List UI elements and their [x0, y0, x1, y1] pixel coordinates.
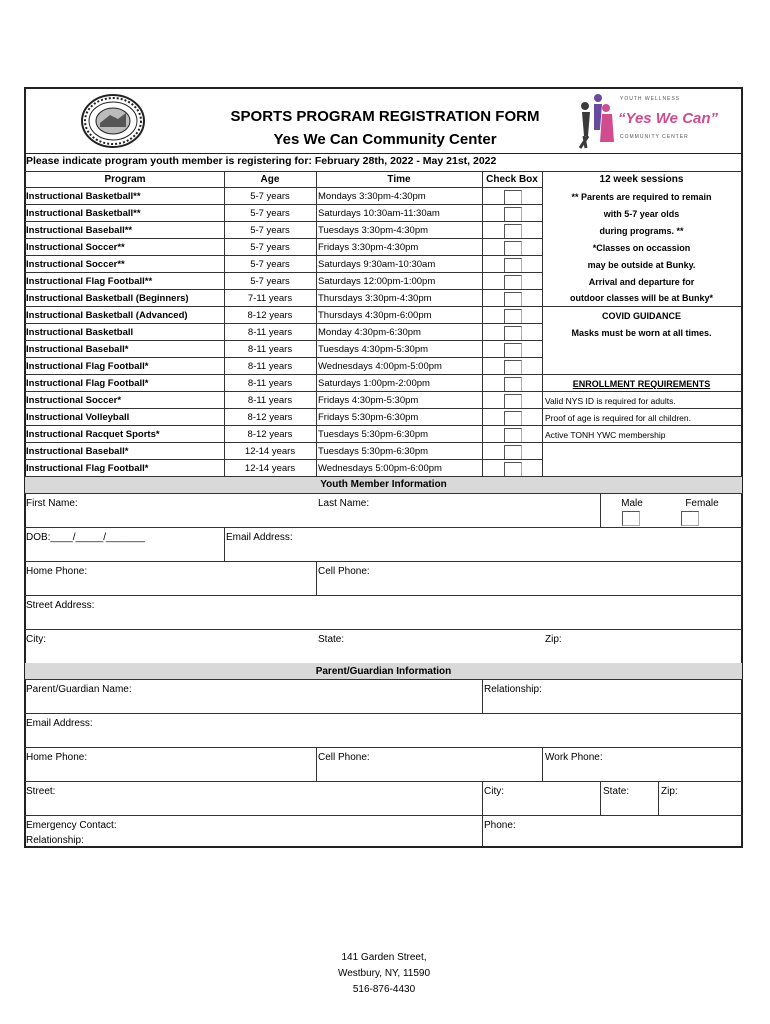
program-cell: Instructional Baseball**	[26, 225, 133, 236]
age-cell: 12-14 years	[244, 446, 296, 457]
gender-female-label: Female	[685, 498, 719, 509]
time-cell: Wednesdays 5:00pm-6:00pm	[318, 463, 442, 474]
age-cell: 8-12 years	[247, 412, 293, 423]
form-subtitle: Yes We Can Community Center	[273, 131, 497, 148]
age-cell: 8-12 years	[247, 310, 293, 321]
program-cell: Instructional Flag Football*	[26, 378, 149, 389]
program-checkbox[interactable]	[504, 207, 522, 222]
footer-address-2: Westbury, NY, 11590	[337, 968, 431, 979]
age-cell: 5-7 years	[250, 208, 290, 219]
program-cell: Instructional Basketball (Beginners)	[26, 293, 189, 304]
col-header-program: Program	[104, 174, 146, 185]
age-cell: 5-7 years	[250, 225, 290, 236]
time-cell: Saturdays 10:30am-11:30am	[318, 208, 440, 219]
logo-small-top: YOUTH WELLNESS	[620, 96, 681, 102]
age-cell: 12-14 years	[244, 463, 296, 474]
age-cell: 8-12 years	[247, 429, 293, 440]
program-checkbox[interactable]	[504, 377, 522, 392]
program-cell: Instructional Flag Football*	[26, 463, 149, 474]
program-checkbox[interactable]	[504, 462, 522, 477]
guardian-section-title: Parent/Guardian Information	[315, 666, 452, 677]
program-checkbox[interactable]	[504, 445, 522, 460]
guardian-work-phone-label: Work Phone:	[545, 752, 603, 763]
program-checkbox[interactable]	[504, 275, 522, 290]
emergency-relationship-label: Relationship:	[26, 835, 84, 846]
logo-small-bottom: COMMUNITY CENTER	[620, 134, 689, 140]
gender-male-checkbox[interactable]	[622, 511, 640, 526]
col-header-time: Time	[387, 174, 411, 185]
col-header-age: Age	[260, 174, 280, 185]
program-checkbox[interactable]	[504, 326, 522, 341]
yes-we-can-logo	[570, 92, 730, 150]
side-note-6: Arrival and departure for	[588, 277, 695, 287]
side-note-1: ** Parents are required to remain	[571, 192, 712, 202]
footer-address-1: 141 Garden Street,	[341, 952, 427, 963]
side-note-4: *Classes on occassion	[592, 243, 691, 253]
youth-cell-phone-label: Cell Phone:	[318, 566, 370, 577]
time-cell: Mondays 3:30pm-4:30pm	[318, 191, 426, 202]
age-cell: 7-11 years	[247, 293, 293, 304]
emergency-contact-label: Emergency Contact:	[26, 820, 117, 831]
program-checkbox[interactable]	[504, 360, 522, 375]
time-cell: Tuesdays 5:30pm-6:30pm	[318, 429, 429, 440]
age-cell: 8-11 years	[247, 378, 293, 389]
youth-zip-label: Zip:	[545, 634, 562, 645]
program-cell: Instructional Volleyball	[26, 412, 130, 423]
time-cell: Saturdays 1:00pm-2:00pm	[318, 378, 430, 389]
age-cell: 5-7 years	[250, 191, 290, 202]
time-cell: Fridays 4:30pm-5:30pm	[318, 395, 419, 406]
time-cell: Fridays 3:30pm-4:30pm	[318, 242, 419, 253]
youth-section-title: Youth Member Information	[320, 479, 447, 490]
time-cell: Thursdays 4:30pm-6:00pm	[318, 310, 432, 321]
enrollment-req-3: Active TONH YWC membership	[545, 430, 666, 440]
age-cell: 8-11 years	[247, 395, 293, 406]
program-checkbox[interactable]	[504, 394, 522, 409]
time-cell: Saturdays 12:00pm-1:00pm	[318, 276, 436, 287]
age-cell: 5-7 years	[250, 259, 290, 270]
youth-home-phone-label: Home Phone:	[26, 566, 88, 577]
side-note-3: during programs. **	[599, 226, 684, 236]
program-checkbox[interactable]	[504, 258, 522, 273]
time-cell: Fridays 5:30pm-6:30pm	[318, 412, 419, 423]
guardian-email-label: Email Address:	[26, 718, 93, 729]
youth-dob-label: DOB:____/_____/_______	[26, 532, 145, 543]
program-cell: Instructional Soccer*	[26, 395, 122, 406]
program-checkbox[interactable]	[504, 309, 522, 324]
gender-male-label: Male	[621, 498, 643, 509]
side-note-7: outdoor classes will be at Bunky*	[569, 293, 714, 303]
program-checkbox[interactable]	[504, 343, 522, 358]
youth-street-label: Street Address:	[26, 600, 95, 611]
program-cell: Instructional Flag Football*	[26, 361, 149, 372]
guardian-name-label: Parent/Guardian Name:	[26, 684, 132, 695]
enrollment-title: ENROLLMENT REQUIREMENTS	[572, 379, 711, 389]
enrollment-req-2: Proof of age is required for all children.	[545, 413, 691, 423]
logo-text: “Yes We Can”	[618, 110, 719, 127]
program-cell: Instructional Baseball*	[26, 446, 129, 457]
time-cell: Tuesdays 3:30pm-4:30pm	[318, 225, 429, 236]
youth-email-label: Email Address:	[226, 532, 293, 543]
program-cell: Instructional Flag Football**	[26, 276, 153, 287]
program-checkbox[interactable]	[504, 190, 522, 205]
col-header-check: Check Box	[486, 174, 538, 185]
youth-state-label: State:	[318, 634, 345, 645]
enrollment-req-1: Valid NYS ID is required for adults.	[545, 396, 676, 406]
program-checkbox[interactable]	[504, 428, 522, 443]
program-cell: Instructional Basketball (Advanced)	[26, 310, 188, 321]
gender-female-checkbox[interactable]	[681, 511, 699, 526]
program-checkbox[interactable]	[504, 411, 522, 426]
side-note-2: with 5-7 year olds	[603, 209, 680, 219]
time-cell: Wednesdays 4:00pm-5:00pm	[318, 361, 442, 372]
side-note-5: may be outside at Bunky.	[587, 260, 696, 270]
footer-phone: 516-876-4430	[352, 984, 416, 995]
time-cell: Thursdays 3:30pm-4:30pm	[318, 293, 432, 304]
guardian-cell-phone-label: Cell Phone:	[318, 752, 370, 763]
youth-first-name-label: First Name:	[26, 498, 78, 509]
guardian-state-label: State:	[603, 786, 630, 797]
age-cell: 5-7 years	[250, 276, 290, 287]
guardian-street-label: Street:	[26, 786, 56, 797]
covid-text: Masks must be worn at all times.	[571, 328, 712, 338]
age-cell: 8-11 years	[247, 344, 293, 355]
instruction-text: Please indicate program youth member is registering for: February 28th, 2022 - May 21st, 2022	[26, 155, 497, 167]
col-header-sessions: 12 week sessions	[599, 174, 684, 185]
program-cell: Instructional Basketball**	[26, 191, 141, 202]
age-cell: 8-11 years	[247, 361, 293, 372]
time-cell: Tuesdays 5:30pm-6:30pm	[318, 446, 429, 457]
form-title: SPORTS PROGRAM REGISTRATION FORM	[230, 108, 540, 125]
program-cell: Instructional Basketball	[26, 327, 134, 338]
time-cell: Tuesdays 4:30pm-5:30pm	[318, 344, 429, 355]
program-cell: Instructional Soccer**	[26, 259, 125, 270]
age-cell: 8-11 years	[247, 327, 293, 338]
program-checkbox[interactable]	[504, 224, 522, 239]
time-cell: Saturdays 9:30am-10:30am	[318, 259, 436, 270]
youth-city-label: City:	[26, 634, 46, 645]
youth-last-name-label: Last Name:	[318, 498, 370, 509]
town-seal	[80, 93, 146, 149]
guardian-home-phone-label: Home Phone:	[26, 752, 88, 763]
covid-title: COVID GUIDANCE	[601, 311, 681, 321]
guardian-city-label: City:	[484, 786, 504, 797]
program-checkbox[interactable]	[504, 241, 522, 256]
program-cell: Instructional Basketball**	[26, 208, 141, 219]
program-checkbox[interactable]	[504, 292, 522, 307]
time-cell: Monday 4:30pm-6:30pm	[318, 327, 421, 338]
emergency-phone-label: Phone:	[484, 820, 516, 831]
guardian-relationship-label: Relationship:	[484, 684, 542, 695]
program-cell: Instructional Racquet Sports*	[26, 429, 160, 440]
program-cell: Instructional Soccer**	[26, 242, 125, 253]
program-cell: Instructional Baseball*	[26, 344, 129, 355]
guardian-zip-label: Zip:	[661, 786, 678, 797]
age-cell: 5-7 years	[250, 242, 290, 253]
